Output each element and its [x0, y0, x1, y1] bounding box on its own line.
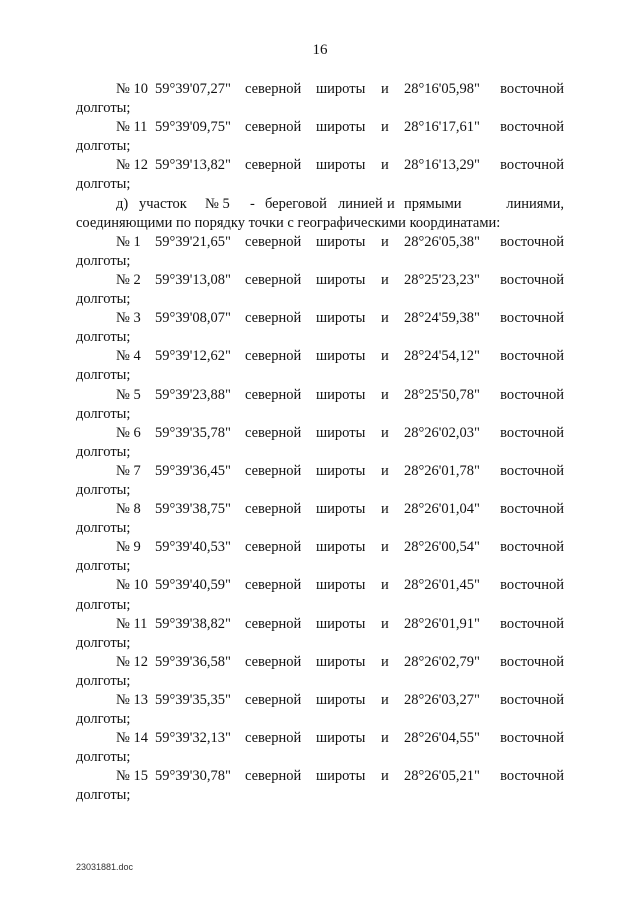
coordinate-line — [76, 309, 564, 328]
file-name-footer: 23031881.doc — [76, 862, 134, 872]
latitude-word-north: северной — [245, 348, 302, 365]
latitude-word: широты — [316, 233, 366, 250]
coordinate-line — [76, 386, 564, 405]
section-d-word: участок — [139, 195, 187, 212]
longitude-value: 28°26'05,21" — [404, 768, 480, 785]
section-d-line1 — [76, 195, 564, 214]
point-number: № 15 — [116, 768, 148, 785]
latitude-word-north: северной — [245, 81, 302, 97]
conjunction: и — [381, 424, 389, 441]
longitude-value: 28°26'02,03" — [404, 424, 480, 441]
conjunction: и — [381, 119, 389, 136]
point-number: № 5 — [116, 386, 141, 403]
longitude-value: 28°25'50,78" — [404, 386, 480, 403]
coordinate-line — [76, 156, 564, 175]
longitude-value: 28°26'01,45" — [404, 577, 480, 594]
longitude-word-east: восточной — [500, 271, 564, 288]
coordinate-line — [76, 615, 564, 634]
latitude-value: 59°39'40,59" — [155, 577, 231, 594]
section-d-word: линиями, — [506, 195, 564, 212]
latitude-word: широты — [316, 271, 366, 288]
conjunction: и — [381, 310, 389, 327]
longitude-value: 28°16'13,29" — [404, 157, 480, 174]
coordinate-point — [76, 767, 564, 805]
coordinate-point — [76, 80, 564, 118]
latitude-word: широты — [316, 501, 366, 518]
coordinate-line — [76, 233, 564, 252]
point-number: № 2 — [116, 271, 141, 288]
section-d-paragraph — [76, 195, 564, 233]
latitude-word: широты — [316, 310, 366, 327]
longitude-value: 28°26'05,38" — [404, 233, 480, 250]
coordinate-point — [76, 462, 564, 500]
latitude-value: 59°39'23,88" — [155, 386, 231, 403]
longitude-value: 28°26'01,04" — [404, 501, 480, 518]
conjunction: и — [381, 539, 389, 556]
latitude-value: 59°39'38,75" — [155, 501, 231, 518]
latitude-word-north: северной — [245, 233, 302, 250]
longitude-word: долготы; — [76, 176, 131, 193]
coordinate-list-a — [76, 80, 564, 195]
latitude-word: широты — [316, 348, 366, 365]
longitude-word-east: восточной — [500, 462, 564, 479]
latitude-word-north: северной — [245, 424, 302, 441]
longitude-word: долготы; — [76, 634, 131, 651]
latitude-word: широты — [316, 119, 366, 136]
document-body — [76, 80, 564, 806]
coordinate-point — [76, 347, 564, 385]
latitude-value: 59°39'35,35" — [155, 692, 231, 708]
coordinate-point — [76, 233, 564, 271]
conjunction: и — [381, 730, 389, 747]
latitude-word-north: северной — [245, 653, 302, 670]
coordinate-line — [76, 118, 564, 137]
point-number: № 14 — [116, 730, 148, 747]
latitude-value: 59°39'36,58" — [155, 653, 231, 670]
latitude-word-north: северной — [245, 539, 302, 556]
latitude-value: 59°39'09,75" — [155, 119, 231, 136]
longitude-word-east: восточной — [500, 386, 564, 403]
page-number: 16 — [312, 42, 328, 58]
coordinate-line — [76, 424, 564, 443]
latitude-word-north: северной — [245, 462, 302, 479]
latitude-value: 59°39'21,65" — [155, 233, 231, 250]
point-number: № 11 — [116, 119, 148, 136]
conjunction: и — [381, 462, 389, 479]
point-number: № 10 — [116, 81, 148, 97]
longitude-word: долготы; — [76, 100, 131, 117]
latitude-word: широты — [316, 577, 366, 594]
conjunction: и — [381, 768, 389, 785]
section-d-plot-number: № 5 — [205, 195, 230, 212]
longitude-word-east: восточной — [500, 539, 564, 556]
point-number: № 12 — [116, 653, 148, 670]
coordinate-line — [76, 538, 564, 557]
section-d-dash: - — [250, 195, 255, 212]
point-number: № 7 — [116, 462, 141, 479]
latitude-word: широты — [316, 81, 366, 97]
longitude-word: долготы; — [76, 711, 131, 728]
latitude-word: широты — [316, 539, 366, 556]
longitude-word: долготы; — [76, 596, 131, 613]
longitude-value: 28°26'03,27" — [404, 692, 480, 708]
coordinate-point — [76, 653, 564, 691]
coordinate-line — [76, 271, 564, 290]
coordinate-point — [76, 386, 564, 424]
longitude-value: 28°25'23,23" — [404, 271, 480, 288]
conjunction: и — [381, 615, 389, 632]
latitude-word: широты — [316, 386, 366, 403]
longitude-word-east: восточной — [500, 157, 564, 174]
longitude-word-east: восточной — [500, 730, 564, 747]
longitude-value: 28°26'00,54" — [404, 539, 480, 556]
latitude-word: широты — [316, 424, 366, 441]
conjunction: и — [381, 501, 389, 518]
longitude-word-east: восточной — [500, 81, 564, 97]
longitude-word: долготы; — [76, 481, 131, 498]
longitude-word-east: восточной — [500, 310, 564, 327]
latitude-value: 59°39'07,27" — [155, 81, 231, 97]
coordinate-line — [76, 767, 564, 786]
point-number: № 1 — [116, 233, 141, 250]
section-d-line2: соединяющими по порядку точки с географическими координатами: — [76, 214, 501, 231]
latitude-word: широты — [316, 462, 366, 479]
longitude-word: долготы; — [76, 520, 131, 537]
longitude-value: 28°26'01,91" — [404, 615, 480, 632]
longitude-value: 28°16'05,98" — [404, 81, 480, 97]
longitude-word: долготы; — [76, 405, 131, 422]
longitude-word-east: восточной — [500, 501, 564, 518]
coordinate-line — [76, 576, 564, 595]
latitude-word-north: северной — [245, 119, 302, 136]
latitude-word-north: северной — [245, 501, 302, 518]
latitude-value: 59°39'12,62" — [155, 348, 231, 365]
longitude-value: 28°26'02,79" — [404, 653, 480, 670]
coordinate-point — [76, 576, 564, 614]
longitude-value: 28°16'17,61" — [404, 119, 480, 136]
latitude-word-north: северной — [245, 692, 302, 708]
point-number: № 12 — [116, 157, 148, 174]
coordinate-point — [76, 118, 564, 156]
longitude-word-east: восточной — [500, 692, 564, 708]
latitude-word-north: северной — [245, 157, 302, 174]
coordinate-line — [76, 691, 564, 710]
longitude-word-east: восточной — [500, 653, 564, 670]
longitude-word: долготы; — [76, 443, 131, 460]
latitude-value: 59°39'40,53" — [155, 539, 231, 556]
coordinate-point — [76, 156, 564, 194]
point-number: № 11 — [116, 615, 148, 632]
longitude-word: долготы; — [76, 367, 131, 384]
section-d-word: и — [387, 195, 395, 212]
conjunction: и — [381, 577, 389, 594]
coordinate-line — [76, 653, 564, 672]
latitude-word-north: северной — [245, 615, 302, 632]
latitude-word-north: северной — [245, 768, 302, 785]
latitude-word: широты — [316, 730, 366, 747]
latitude-word-north: северной — [245, 577, 302, 594]
coordinate-point — [76, 691, 564, 729]
latitude-word-north: северной — [245, 310, 302, 327]
section-d-word: прямыми — [404, 195, 462, 212]
longitude-word: долготы; — [76, 252, 131, 269]
longitude-word: долготы; — [76, 138, 131, 155]
point-number: № 4 — [116, 348, 141, 365]
latitude-value: 59°39'32,13" — [155, 730, 231, 747]
conjunction: и — [381, 348, 389, 365]
point-number: № 3 — [116, 310, 141, 327]
longitude-word-east: восточной — [500, 615, 564, 632]
latitude-word-north: северной — [245, 730, 302, 747]
longitude-word-east: восточной — [500, 348, 564, 365]
coordinate-line — [76, 729, 564, 748]
point-number: № 6 — [116, 424, 141, 441]
point-number: № 13 — [116, 692, 148, 708]
longitude-value: 28°26'01,78" — [404, 462, 480, 479]
latitude-value: 59°39'38,82" — [155, 615, 231, 632]
section-d-word: береговой — [265, 195, 327, 212]
coordinate-point — [76, 729, 564, 767]
latitude-value: 59°39'35,78" — [155, 424, 231, 441]
longitude-value: 28°26'04,55" — [404, 730, 480, 747]
coordinate-point — [76, 424, 564, 462]
coordinate-point — [76, 309, 564, 347]
coordinate-line — [76, 80, 564, 99]
latitude-value: 59°39'08,07" — [155, 310, 231, 327]
latitude-value: 59°39'36,45" — [155, 462, 231, 479]
conjunction: и — [381, 157, 389, 174]
conjunction: и — [381, 692, 389, 708]
longitude-word-east: восточной — [500, 768, 564, 785]
longitude-word: долготы; — [76, 787, 131, 804]
section-d-marker: д) — [116, 195, 129, 212]
longitude-word-east: восточной — [500, 577, 564, 594]
longitude-word: долготы; — [76, 672, 131, 689]
coordinate-point — [76, 500, 564, 538]
coordinate-line — [76, 462, 564, 481]
latitude-word: широты — [316, 157, 366, 174]
longitude-word: долготы; — [76, 329, 131, 346]
longitude-word-east: восточной — [500, 424, 564, 441]
latitude-word-north: северной — [245, 271, 302, 288]
longitude-word-east: восточной — [500, 119, 564, 136]
longitude-word: долготы; — [76, 749, 131, 766]
coordinate-list-b — [76, 233, 564, 806]
conjunction: и — [381, 271, 389, 288]
latitude-word: широты — [316, 653, 366, 670]
latitude-word-north: северной — [245, 386, 302, 403]
point-number: № 9 — [116, 539, 141, 556]
conjunction: и — [381, 81, 389, 97]
latitude-value: 59°39'13,82" — [155, 157, 231, 174]
longitude-value: 28°24'59,38" — [404, 310, 480, 327]
conjunction: и — [381, 653, 389, 670]
longitude-word: долготы; — [76, 291, 131, 308]
latitude-value: 59°39'13,08" — [155, 271, 231, 288]
point-number: № 10 — [116, 577, 148, 594]
coordinate-point — [76, 615, 564, 653]
latitude-word: широты — [316, 692, 366, 708]
coordinate-line — [76, 347, 564, 366]
conjunction: и — [381, 386, 389, 403]
longitude-word-east: восточной — [500, 233, 564, 250]
longitude-word: долготы; — [76, 558, 131, 575]
latitude-word: широты — [316, 768, 366, 785]
longitude-value: 28°24'54,12" — [404, 348, 480, 365]
coordinate-line — [76, 500, 564, 519]
coordinate-point — [76, 271, 564, 309]
coordinate-point — [76, 538, 564, 576]
point-number: № 8 — [116, 501, 141, 518]
section-d-word: линией — [338, 195, 383, 212]
latitude-value: 59°39'30,78" — [155, 768, 231, 785]
conjunction: и — [381, 233, 389, 250]
latitude-word: широты — [316, 615, 366, 632]
